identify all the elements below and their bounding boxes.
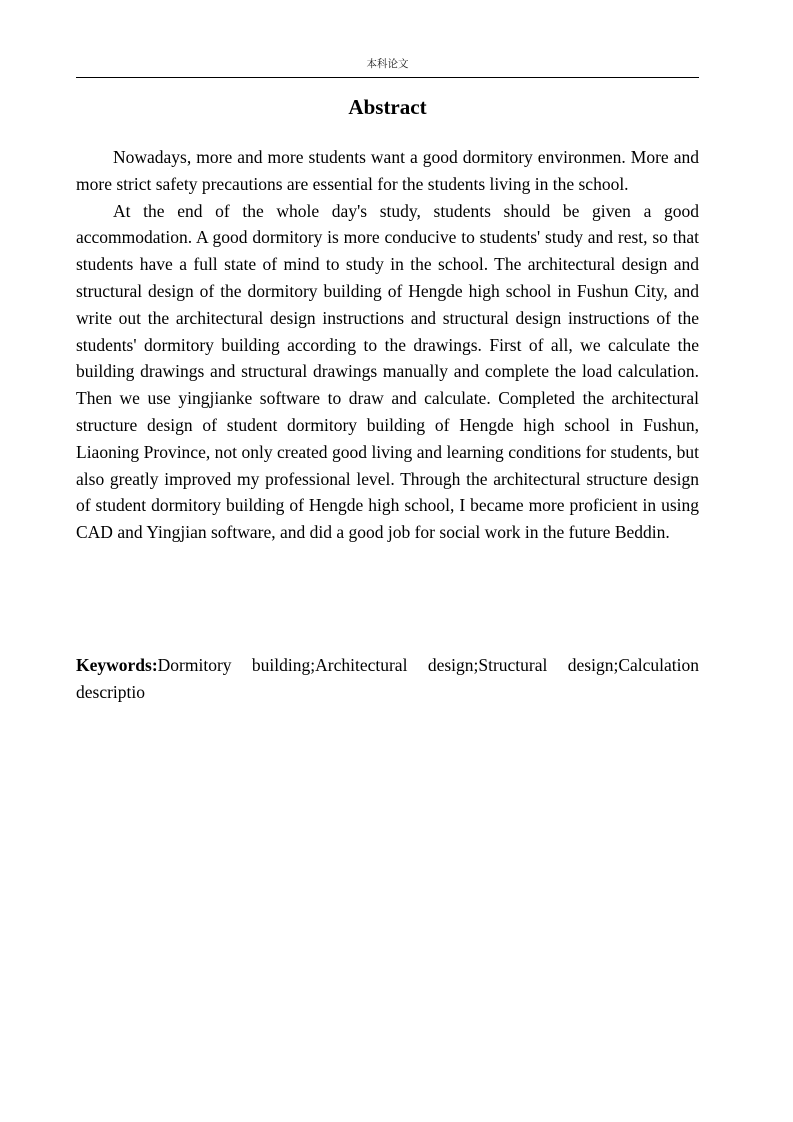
page-title: Abstract <box>348 95 427 119</box>
abstract-paragraph: Nowadays, more and more students want a good dormitory environmen. More and more strict safety precautions are essential for the students living in the school. <box>76 147 699 194</box>
running-header: 本科论文 <box>366 58 409 70</box>
keywords-label: Keywords: <box>76 655 158 675</box>
header-rule <box>76 77 699 78</box>
keywords-text: Dormitory building;Architectural design;Structural design;Calculation descriptio <box>76 655 699 702</box>
keywords-line <box>76 652 699 706</box>
abstract-body <box>76 144 699 546</box>
abstract-paragraph: At the end of the whole day's study, students should be given a good accommodation. A good dormitory is more conducive to students' study and rest, so that students have a full state of mind to study in the school. The architectural design and structural design of the dormitory building of Hengde high school in Fushun City, and write out the architectural design instructions and structural design instructions of the students' dormitory building according to the drawings. First of all, we calculate the building drawings and structural drawings manually and complete the load calculation. Then we use yingjianke software to draw and calculate. Completed the architectural structure design of student dormitory building of Hengde high school in Fushun, Liaoning Province, not only created good living and learning conditions for students, but also greatly improved my professional level. Through the architectural structure design of student dormitory building of Hengde high school, I became more proficient in using CAD and Yingjian software, and did a good job for social work in the future Beddin. <box>76 200 699 543</box>
